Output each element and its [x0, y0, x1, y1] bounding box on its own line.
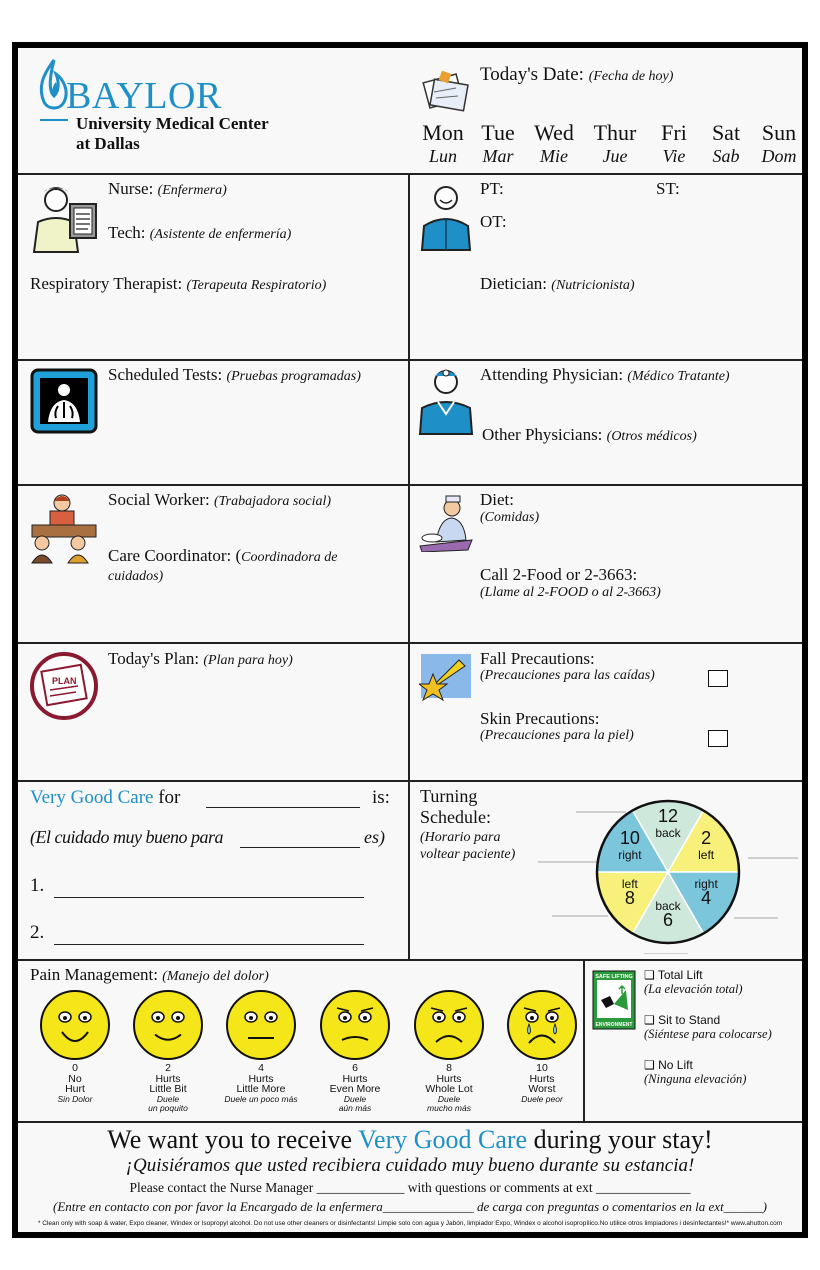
very-good-care-label: Very Good Care for	[30, 787, 181, 808]
safe-lifting-badge	[592, 970, 636, 1030]
pain-face-10-icon[interactable]	[505, 988, 579, 1062]
divider	[18, 359, 802, 361]
pain-face-text-es: Duele un poco más	[224, 1093, 298, 1104]
weekday-label: Sat	[711, 120, 741, 145]
svg-text:ENVIRONMENT: ENVIRONMENT	[595, 1022, 633, 1028]
pain-face-text: Whole Lot	[425, 1083, 473, 1095]
footer-headline: We want you to receive Very Good Care during your stay!	[107, 1125, 713, 1154]
st-label: ST:	[656, 179, 680, 198]
pain-face-text: Hurt	[65, 1083, 85, 1095]
item-1-label: 1.	[30, 875, 45, 896]
therapist-icon	[418, 182, 474, 252]
turning-title-es: (Horario para	[420, 830, 501, 845]
pain-face-text: Even More	[329, 1083, 381, 1095]
date-label: Today's Date: (Fecha de hoy)	[480, 64, 674, 85]
wheel-hour: 8	[624, 888, 635, 909]
pain-face-text: Hurts	[248, 1072, 274, 1085]
pain-face-label	[123, 1063, 213, 1113]
pain-face-text-es: Sin Dolor	[57, 1093, 93, 1104]
pain-face-text: 0	[72, 1062, 78, 1074]
item-2-label: 2.	[30, 922, 45, 943]
logo	[30, 54, 330, 164]
pain-face-text: Hurts	[342, 1072, 368, 1085]
ot-label: OT:	[480, 212, 507, 231]
pain-face-text: 2	[165, 1062, 171, 1074]
pt-label: PT:	[480, 179, 504, 198]
care-coordinator-label: Care Coordinator: (Coordinadora de cuidados)	[108, 546, 338, 584]
divider	[408, 173, 410, 959]
footer-headline-es: ¡Quisiéramos que usted recibiera cuidado muy bueno durante su estancia!	[125, 1155, 695, 1176]
diet-label-es: (Comidas)	[480, 510, 540, 525]
weekday-label-es: Lun	[428, 146, 457, 166]
weekday-label: Wed	[534, 120, 574, 145]
skin-precautions-checkbox[interactable]	[708, 730, 728, 747]
turning-wheel	[538, 784, 798, 954]
divider	[18, 173, 802, 175]
no-lift-option[interactable]: ❑ No Lift (Ninguna elevación)	[644, 1058, 747, 1086]
pain-face-text-es: mucho más	[427, 1102, 471, 1113]
wheel-position: left	[698, 847, 715, 862]
wheel-hour: 12	[657, 805, 679, 826]
divider	[18, 484, 802, 486]
scheduled-tests-label: Scheduled Tests: (Pruebas programadas)	[108, 365, 361, 384]
weekday-label-es: Dom	[761, 146, 797, 166]
weekday-label: Sun	[761, 120, 797, 145]
item-2-line	[54, 944, 364, 945]
divider	[18, 959, 802, 961]
pain-face-4-icon[interactable]	[224, 988, 298, 1062]
weekday-2[interactable]	[529, 120, 579, 167]
footer-contact-es: (Entre en contacto con por favor la Encargado de la enfermera______________ de carga con preguntas o comentarios en la ext______)	[52, 1199, 768, 1214]
todays-plan-label: Today's Plan: (Plan para hoy)	[108, 649, 293, 668]
sit-to-stand-option[interactable]: ❑ Sit to Stand (Siéntese para colocarse)	[644, 1013, 772, 1041]
footer-cleaning-note: * Clean only with soap & water, Expo cleaner, Windex or Isopropyl alcohol. Do not use other cleaners or disinfectants! Limpie solo con agua y Jabón, limpiador Expo, Windex o alcohol isopropílico.No utilice otros limpiadores i desinfectantes!* www.ahutton.com	[37, 1220, 783, 1227]
weekday-label-es: Sab	[712, 146, 740, 166]
pain-face-text: Hurts	[529, 1072, 555, 1085]
skin-precautions-label-es: (Precauciones para la piel)	[480, 728, 634, 743]
pain-face-text: 8	[446, 1062, 452, 1074]
diet-icon	[418, 492, 474, 552]
pain-face-text: No	[68, 1072, 82, 1085]
is-label: is:	[372, 787, 390, 808]
fall-precautions-checkbox[interactable]	[708, 670, 728, 687]
fall-precautions-label: Fall Precautions:	[480, 649, 595, 668]
divider	[18, 780, 802, 782]
weekday-3[interactable]	[590, 120, 640, 167]
pain-face-text-es: un poquito	[148, 1102, 188, 1113]
pain-face-0-icon[interactable]	[38, 988, 112, 1062]
falling-star-icon	[419, 650, 473, 702]
turning-title-es: voltear paciente)	[420, 847, 516, 862]
call-label: Call 2-Food or 2-3663:	[480, 565, 638, 584]
pain-face-text: Worst	[528, 1083, 556, 1095]
svg-text:SAFE LIFTING: SAFE LIFTING	[595, 974, 633, 980]
fall-precautions-label-es: (Precauciones para las caídas)	[480, 668, 655, 683]
wheel-hour: 10	[619, 827, 640, 848]
total-lift-option[interactable]: ❑ Total Lift (La elevación total)	[644, 968, 743, 996]
pain-face-text: Little Bit	[149, 1083, 187, 1095]
weekday-4[interactable]	[649, 120, 699, 167]
weekday-label-es: Mie	[540, 146, 568, 166]
pain-face-label	[310, 1063, 400, 1113]
nurse-label: Nurse: (Enfermera)	[108, 179, 227, 198]
wheel-hour: 6	[662, 910, 674, 931]
diet-label: Diet:	[480, 490, 514, 509]
tech-label: Tech: (Asistente de enfermería)	[108, 223, 292, 242]
divider	[18, 1121, 802, 1123]
pain-face-label	[30, 1063, 120, 1104]
physician-icon	[418, 368, 474, 436]
pain-face-6-icon[interactable]	[318, 988, 392, 1062]
pain-face-text-es: Duele peor	[521, 1093, 563, 1104]
pain-face-label	[404, 1063, 494, 1113]
svg-text:PLAN: PLAN	[52, 676, 77, 686]
wheel-position: right	[694, 877, 718, 892]
wheel-position: back	[655, 825, 681, 840]
pain-face-text: 4	[258, 1062, 264, 1074]
item-1-line	[54, 897, 364, 898]
pain-face-text-es: aún más	[338, 1102, 372, 1113]
weekday-5[interactable]	[701, 120, 751, 167]
turning-title: Turning	[420, 786, 478, 806]
social-worker-icon	[28, 491, 100, 565]
pain-face-2-icon[interactable]	[131, 988, 205, 1062]
pain-face-label	[497, 1063, 587, 1104]
wheel-hour: 4	[701, 888, 712, 909]
attending-physician-label: Attending Physician: (Médico Tratante)	[480, 365, 730, 384]
plan-icon	[28, 650, 100, 722]
weekday-label: Tue	[481, 120, 515, 145]
wheel-hour: 2	[701, 827, 712, 848]
logo-subtitle: University Medical Center	[76, 114, 269, 133]
calendar-icon	[420, 68, 472, 118]
turning-title: Schedule:	[420, 807, 491, 827]
wheel-position: back	[655, 899, 681, 914]
pain-face-text: Hurts	[436, 1072, 462, 1085]
pain-face-text-es: Duele	[156, 1093, 180, 1104]
pain-face-label	[216, 1063, 306, 1104]
patient-name-line	[206, 807, 360, 808]
pain-face-text: 6	[352, 1062, 358, 1074]
weekday-1[interactable]	[473, 120, 523, 167]
weekday-0[interactable]	[418, 120, 468, 167]
pain-face-text-es: Duele	[437, 1093, 461, 1104]
skin-precautions-label: Skin Precautions:	[480, 709, 600, 728]
pain-face-text: Hurts	[155, 1072, 181, 1085]
call-label-es: (Llame al 2-FOOD o al 2-3663)	[480, 585, 661, 600]
other-physicians-label: Other Physicians: (Otros médicos)	[482, 425, 697, 444]
weekday-6[interactable]	[754, 120, 804, 167]
weekday-label: Fri	[661, 120, 687, 145]
pain-face-text: Little More	[236, 1083, 286, 1095]
weekday-label-es: Vie	[662, 146, 686, 166]
dietician-label: Dietician: (Nutricionista)	[480, 274, 635, 293]
patient-name-line-es	[240, 847, 360, 848]
social-worker-label: Social Worker: (Trabajadora social)	[108, 490, 332, 509]
care-es-end: es)	[364, 827, 385, 847]
weekday-label: Thur	[593, 120, 637, 145]
divider	[18, 642, 802, 644]
footer-contact: Please contact the Nurse Manager _____________ with questions or comments at ext ______________	[129, 1180, 691, 1195]
weekday-label: Mon	[422, 120, 464, 145]
wheel-position: left	[621, 877, 638, 892]
pain-face-text: 10	[536, 1062, 548, 1074]
logo-name: BAYLOR	[66, 75, 222, 117]
nurse-icon	[30, 182, 106, 254]
respiratory-therapist-label: Respiratory Therapist: (Terapeuta Respiratorio)	[30, 274, 327, 293]
logo-subtitle: at Dallas	[76, 134, 140, 153]
wheel-position: right	[618, 847, 642, 862]
pain-face-8-icon[interactable]	[412, 988, 486, 1062]
whiteboard	[12, 42, 808, 1238]
pain-face-text-es: Duele	[343, 1093, 367, 1104]
pain-management-title: Pain Management: (Manejo del dolor)	[30, 965, 269, 984]
care-es-label: (El cuidado muy bueno para	[30, 827, 223, 847]
weekday-label-es: Mar	[482, 146, 514, 166]
xray-icon	[30, 368, 98, 434]
weekday-label-es: Jue	[602, 146, 628, 166]
